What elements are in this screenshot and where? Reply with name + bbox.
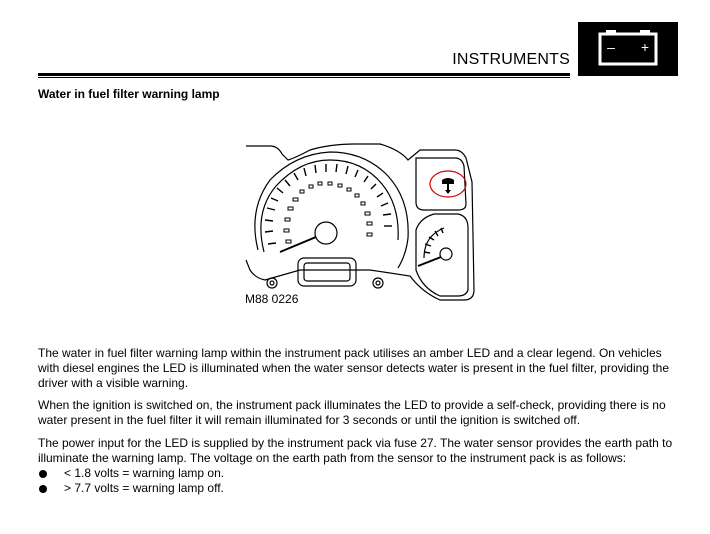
- voltage-list: [38, 466, 224, 497]
- section-title: INSTRUMENTS: [452, 51, 570, 68]
- page-heading: Water in fuel filter warning lamp: [38, 87, 220, 101]
- paragraph-power-input: The power input for the LED is supplied by the instrument pack via fuse 27. The water sensor provides the earth path to illuminate the warning lamp. The voltage on the earth path from the sensor to the instrument pack is as follows:: [38, 436, 673, 466]
- instrument-pack-figure: [240, 140, 480, 312]
- list-item-text: > 7.7 volts = warning lamp off.: [64, 481, 224, 496]
- bullet-icon: [39, 470, 47, 478]
- header-rule: [38, 73, 570, 76]
- instrument-pack-illustration: [240, 140, 480, 312]
- list-item-text: < 1.8 volts = warning lamp on.: [64, 466, 225, 480]
- bullet-icon: [39, 485, 47, 493]
- section-badge: [578, 22, 678, 76]
- battery-minus-label: –: [607, 39, 615, 55]
- list-item: [38, 481, 224, 496]
- figure-code: M88 0226: [245, 292, 299, 306]
- paragraph-description: The water in fuel filter warning lamp within the instrument pack utilises an amber LED and a clear legend. On vehicles with diesel engines the LED is illuminated when the water sensor detects water is present in the fuel filter, providing the driver with a visible warning.: [38, 346, 670, 391]
- battery-plus-label: +: [640, 39, 650, 55]
- battery-icon: [578, 22, 678, 76]
- header-rule-thin: [38, 77, 570, 78]
- paragraph-self-check: When the ignition is switched on, the instrument pack illuminates the LED to provide a self-check, providing there is no water present in the fuel filter it will remain illuminated for 3 seconds or until the ignition is switched off.: [38, 398, 666, 428]
- list-item: [38, 466, 224, 481]
